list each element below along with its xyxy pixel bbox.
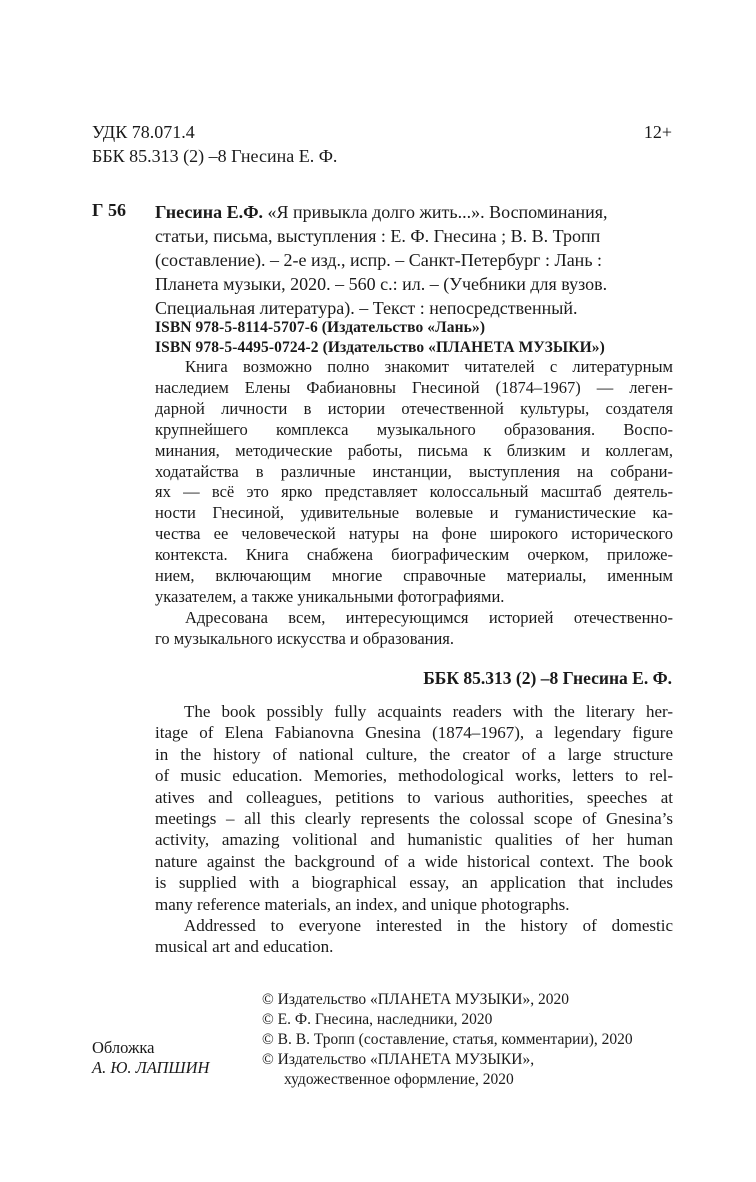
- annotation-line: указателем, а также уникальными фотографиями.: [155, 586, 505, 606]
- copyright-line: © Е. Ф. Гнесина, наследники, 2020: [262, 1011, 493, 1028]
- annotation-line: in the history of national culture, the creator of a large structure: [155, 744, 673, 764]
- bbk-code-top: ББК 85.313 (2) –8 Гнесина Е. Ф.: [92, 146, 338, 166]
- annotation-line: дарной личности в истории отечественной культуры, создателя: [155, 398, 673, 418]
- annotation-line: many reference materials, an index, and unique photographs.: [155, 894, 570, 914]
- annotation-line: ходатайства в различные инстанции, выступления на собрани-: [155, 461, 673, 481]
- copyright-line: © Издательство «ПЛАНЕТА МУЗЫКИ», 2020: [262, 991, 569, 1008]
- annotation-line: ности Гнесиной, удивительные волевые и гуманистические ка-: [155, 503, 673, 523]
- isbn-block: [155, 318, 605, 358]
- annotation-line: нием, включающим многие справочные материалы, именным: [155, 566, 673, 586]
- annotation-line: nature against the background of a wide historical context. The book: [155, 851, 673, 871]
- bibliographic-entry: [155, 200, 673, 320]
- annotation-english: [155, 701, 673, 958]
- isbn-line: ISBN 978-5-4495-0724-2 (Издательство «ПЛАНЕТА МУЗЫКИ»): [155, 339, 605, 356]
- annotation-line: of music education. Memories, methodological works, letters to rel-: [155, 766, 673, 786]
- cover-credit: [92, 1038, 209, 1078]
- annotation-line: го музыкального искусства и образования.: [155, 628, 455, 648]
- entry-line: (составление). – 2-е изд., испр. – Санкт-Петербург : Лань :: [155, 250, 603, 270]
- annotation-line: itage of Elena Fabianovna Gnesina (1874–1967), a legendary figure: [155, 723, 673, 743]
- entry-line: [155, 200, 673, 224]
- copyright-line: © Издательство «ПЛАНЕТА МУЗЫКИ»,: [262, 1051, 535, 1068]
- author-sign: Г 56: [92, 200, 126, 220]
- annotation-line: Книга возможно полно знакомит читателей с литературным: [185, 357, 673, 376]
- annotation-line: наследием Елены Фабиановны Гнесиной (1874–1967) — леген-: [155, 377, 673, 397]
- entry-author: Гнесина Е.Ф.: [155, 202, 264, 222]
- annotation-line: чества ее человеческой натуры на фоне широкого исторического: [155, 524, 673, 544]
- annotation-line: крупнейшего комплекса музыкального образования. Воспо-: [155, 419, 673, 439]
- annotation-russian: [155, 357, 673, 650]
- copyright-line: художественное оформление, 2020: [284, 1071, 514, 1088]
- annotation-line: минания, методические работы, письма к близким и коллегам,: [155, 440, 673, 460]
- age-rating: 12+: [643, 122, 672, 142]
- annotation-line: ях — всё это ярко представляет колоссальный масштаб деятель-: [155, 482, 673, 502]
- annotation-line: Адресована всем, интересующимся историей отечественно-: [185, 607, 673, 627]
- bbk-code-bottom: ББК 85.313 (2) –8 Гнесина Е. Ф.: [423, 668, 672, 688]
- annotation-line: activity, amazing volitional and humanistic qualities of her human: [155, 830, 673, 850]
- entry-title: «Я привыкла долго жить...». Воспоминания,: [263, 202, 608, 222]
- cover-label: Обложка: [92, 1038, 155, 1057]
- annotation-line: The book possibly fully acquaints readers with the literary her-: [184, 702, 673, 721]
- entry-line: Специальная литература). – Текст : непосредственный.: [155, 298, 578, 318]
- annotation-line: контекста. Книга снабжена биографическим очерком, приложе-: [155, 545, 673, 565]
- entry-line: Планета музыки, 2020. – 560 с.: ил. – (Учебники для вузов.: [155, 274, 608, 294]
- entry-line: статьи, письма, выступления : Е. Ф. Гнесина ; В. В. Тропп: [155, 226, 601, 246]
- copyright-block: [262, 990, 633, 1090]
- udk-code: УДК 78.071.4: [92, 122, 195, 142]
- isbn-line: ISBN 978-5-8114-5707-6 (Издательство «Лань»): [155, 319, 486, 336]
- annotation-line: musical art and education.: [155, 937, 334, 957]
- annotation-line: atives and colleagues, petitions to various authorities, speeches at: [155, 787, 673, 807]
- annotation-line: is supplied with a biographical essay, an application that includes: [155, 873, 673, 893]
- annotation-line: meetings – all this clearly represents the colossal scope of Gnesina’s: [155, 809, 673, 829]
- cover-artist: А. Ю. ЛАПШИН: [92, 1058, 210, 1077]
- copyright-line: © В. В. Тропп (составление, статья, комментарии), 2020: [262, 1031, 633, 1048]
- annotation-line: Addressed to everyone interested in the history of domestic: [184, 916, 673, 936]
